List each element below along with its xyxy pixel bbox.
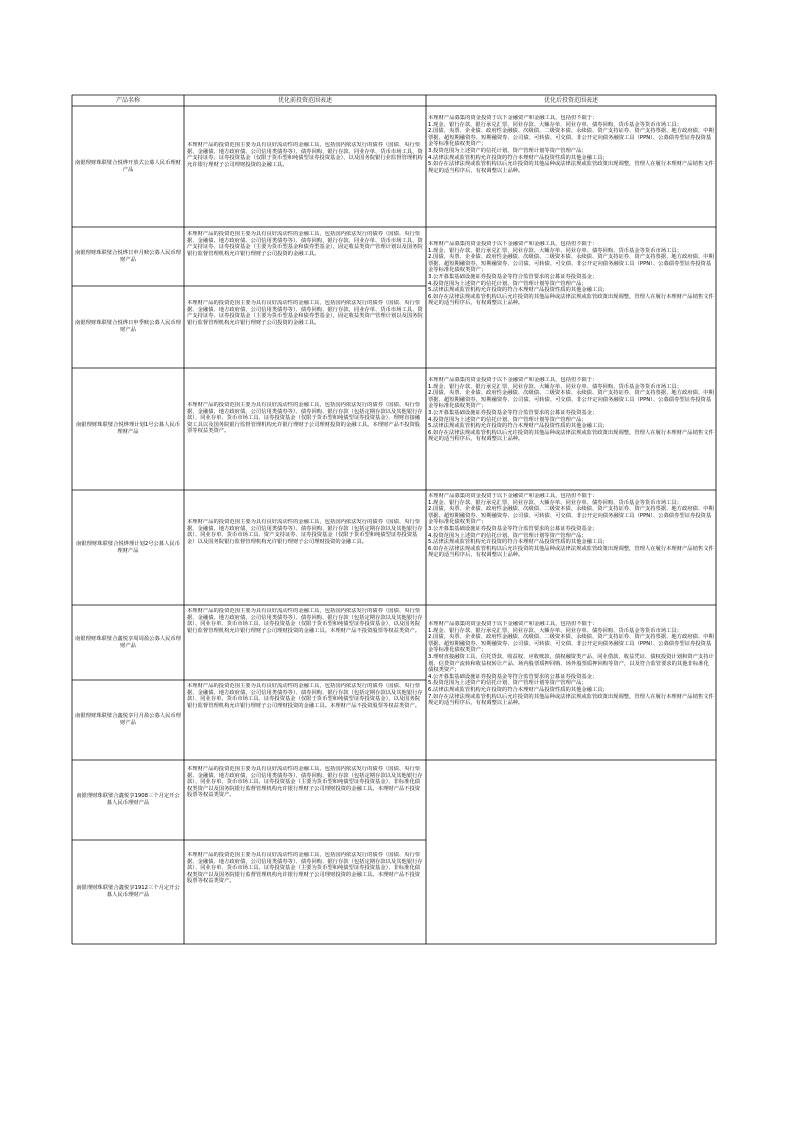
after-scope-cell: 本理财产品募集的资金投资于以下金融资产和金融工具，包括但不限于： 1.现金、银行存款、银行承兑汇票、同业存款、大额存单、同业存单、债券回购、货币基金等货币市场工具； 2.国债、央票、企业债、政府性金融债、次级债、二级资本债、永续债、资产支持证券、资产支持票据、地方政府债、中期票据、超短期融资券、短期融资券、公司债、可转债、可交债、非公开定向债务融资工具（PPN）、公募债券型证券投资基金等标准化债权类资产； 3.投资范围为上述资产的信托计划、资产管理计划等资产管理产品； 4.法律法规或监管机构允许投资的符合本理财产品投资性质的其他金融工具； 5.如存在法律法规或监管机构以后允许投资的其他品种或法律法规或监管政策出现调整，管理人在履行本理财产品销售文件规定的适当程序后，有权调整以上品种。 xyxy=(428,115,714,174)
before-scope-cell: 本理财产品的投资范围主要为具有良好流动性的金融工具，包括国内依法发行的债券（国债、央行票据、金融债、地方政府债、公司信用类债券等）、债券回购、银行存款（包括定期存款以及其他银行存款）、同业存单、货币市场工具、证券投资基金（主要为货币型和纯债型证券投资基金）、非标准化债权类资产以及国务院银行监督管理机构允许银行理财子公司理财投资的金融工具。本理财产品不投资股票等权益类资产。 xyxy=(187,766,423,799)
header-after: 优化后投资范围表述 xyxy=(543,97,598,104)
product-name-cell: 南银理财珠联璧合鑫悦享周周盈公募人民币理财产品 xyxy=(75,635,181,649)
after-scope-cell: 本理财产品募集的资金投资于以下金融资产和金融工具，包括但不限于： 1.现金、银行存款、银行承兑汇票、同业存款、大额存单、同业存单、债券回购、货币基金等货币市场工具； 2.国债、央票、企业债、政府性金融债、次级债、二级资本债、永续债、资产支持证券、资产支持票据、地方政府债、中期票据、超短期融资券、短期融资券、公司债、可转债、可交债、非公开定向债务融资工具（PPN）、公募债券型证券投资基金等标准化债权类资产； 3.公开募集基础设施证券投资基金等符合监管要求的公募证券投资基金； 4.投资范围为上述资产的信托计划、资产管理计划等资产管理产品； 5.法律法规或监管机构允许投资的符合本理财产品投资性质的其他金融工具； 6.如存在法律法规或监管机构以后允许投资的其他品种或法律法规或监管政策出现调整，管理人在履行本理财产品销售文件规定的适当程序后，有权调整以上品种。 xyxy=(428,241,714,307)
before-scope-cell: 本理财产品的投资范围主要为具有良好流动性的金融工具，包括国内依法发行的债券（国债、央行票据、金融债、地方政府债、公司信用类债券等）、债券回购、银行存款、同业存单、货币市场工具、资产支持证券、证券投资基金（主要为货币型基金和债券型基金），固定收益类资产管理计划以及国务院银行监督管理机构允许银行理财子公司投资的金融工具。 xyxy=(187,300,423,326)
product-name-cell: 南银理财珠联璧合鑫悦享1912三个月定开公募人民币理财产品 xyxy=(76,885,180,898)
product-name-cell: 南银理财珠联璧合悦烨日申季赎公募人民币理财产品 xyxy=(75,320,181,333)
after-scope-cell: 本理财产品募集的资金投资于以下金融资产和金融工具，包括但不限于： 1.现金、银行存款、银行承兑汇票、同业存款、大额存单、同业存单、债券回购、货币基金等货币市场工具； 2.国债、央票、企业债、政府性金融债、次级债、二级资本债、永续债、资产支持证券、资产支持票据、地方政府债、中期票据、超短期融资券、短期融资券、公司债、可转债、可交债、非公开定向债务融资工具（PPN）、公募债券型证券投资基金等标准化债权类资产； 3.公开募集基础设施证券投资基金等符合监管要求的公募证券投资基金； 4.投资范围为上述资产的信托计划、资产管理计划等资产管理产品； 5.法律法规或监管机构允许投资的符合本理财产品投资性质的其他金融工具； 6.如存在法律法规或监管机构以后允许投资的其他品种或法律法规或监管政策出现调整，管理人在履行本理财产品销售文件规定的适当程序后，有权调整以上品种。 xyxy=(428,493,714,559)
before-scope-cell: 本理财产品的投资范围主要为具有良好流动性的金融工具，包括国内依法发行的债券（国债、央行票据、金融债、地方政府债、公司信用类债券等）、债券回购、银行存款、同业存单、货币市场工具、资产支持证券、证券投资基金（主要为货币型基金和债券型基金），固定收益类资产管理计划以及国务院银行监督管理机构允许银行理财子公司投资的金融工具。 xyxy=(187,231,423,257)
product-name-cell: 南银理财珠联璧合悦烨理计划1号公募人民币理财产品 xyxy=(75,422,180,435)
product-name-cell: 南银理财珠联璧合悦烨理计划2号公募人民币理财产品 xyxy=(75,540,180,554)
product-name-cell: 南银理财珠联璧合悦烨开放式公募人民币理财产品 xyxy=(75,159,181,173)
header-before: 优化前投资范围表述 xyxy=(277,97,332,104)
before-scope-cell: 本理财产品的投资范围主要为具有良好流动性的金融工具，包括国内依法发行的债券（国债、央行票据、金融债、地方政府债、公司信用类债券等）、债券回购、银行存款（包括定期存款以及其他银行存款）、同业存单、货币市场工具、证券投资基金（仅限于货币型和纯债型证券投资基金）、理财直接融资工具以及国务院银行监督管理机构允许银行理财子公司理财投资的金融工具。本理财产品不投资股票等权益类资产。 xyxy=(187,402,423,435)
after-scope-cell: 本理财产品募集的资金投资于以下金融资产和金融工具，包括但不限于： 1.现金、银行存款、银行承兑汇票、同业存款、大额存单、同业存单、债券回购、货币基金等货币市场工具； 2.国债、央票、企业债、政府性金融债、次级债、二级资本债、永续债、资产支持证券、资产支持票据、地方政府债、中期票据、超短期融资券、短期融资券、公司债、可转债、可交债、非公开定向债务融资工具（PPN）、公募债券型证券投资基金等标准化债权类资产； 3.理财直接融资工具、信托贷款、收益权、应收账款、债权融资类产品、同业借款、收益凭证、债权投资计划和资产支持计划、信贷资产流转和收益权转让产品、场内股票质押回购、场外股票质押回购等资产，以及符合监管要求的其他非标准化债权类资产； 4.公开募集基础设施证券投资基金等符合监管要求的公募证券投资基金； 5.投资范围为上述资产的信托计划、资产管理计划等资产管理产品； 6.法律法规或监管机构允许投资的符合本理财产品投资性质的其他金融工具； 7.如存在法律法规或监管机构以后允许投资的其他品种或法律法规或监管政策出现调整，管理人在履行本理财产品销售文件规定的适当程序后，有权调整以上品种。 xyxy=(428,621,714,707)
product-name-cell: 南银理财珠联璧合鑫悦享月月盈公募人民币理财产品 xyxy=(75,713,181,726)
before-scope-cell: 本理财产品的投资范围主要为具有良好流动性的金融工具，包括国内依法发行的债券（国债、央行票据、金融债、地方政府债、公司信用类债券等）、债券回购、银行存款（包括定期存款以及其他银行存款）、同业存单、货币市场工具、证券投资基金（主要为货币型和纯债型证券投资基金）、非标准化债权类资产以及国务院银行监督管理机构允许银行理财子公司理财投资的金融工具。本理财产品不投资股票等权益类资产。 xyxy=(187,852,423,885)
product-name-cell: 南银理财珠联璧合悦烨日申月赎公募人民币理财产品 xyxy=(75,249,181,263)
before-scope-cell: 本理财产品的投资范围主要为具有良好流动性的金融工具，包括国内依法发行的债券（国债、央行票据、金融债、地方政府债、公司信用类债券等）、债券回购、银行存款、同业存单、货币市场工具、资产支持证券、证券投资基金（仅限于货币型和纯债型证券投资基金），以及国务院银行业监督管理机构允许银行理财子公司理财投资的金融工具。 xyxy=(187,142,423,168)
product-name-cell: 南银理财珠联璧合鑫悦享1908三个月定开公募人民币理财产品 xyxy=(76,793,180,806)
before-scope-cell: 本理财产品的投资范围主要为具有良好流动性的金融工具，包括国内依法发行的债券（国债、央行票据、金融债、地方政府债、公司信用类债券等）、债券回购、银行存款（包括定期存款以及其他银行存款）、同业存单、货币市场工具、证券投资基金（仅限于货币型和纯债型证券投资基金），以及国务院银行监督管理机构允许银行理财子公司理财投资的金融工具。本理财产品不投资股票等权益类资产。 xyxy=(187,683,423,709)
before-scope-cell: 本理财产品的投资范围主要为具有良好流动性的金融工具，包括国内依法发行的债券（国债、央行票据、金融债、地方政府债、公司信用类债券等）、债券回购、银行存款（包括定期存款以及其他银行存款）、同业存单、货币市场工具、资产支持证券、证券投资基金（仅限于货币型和纯债型证券投资基金）以及国务院银行监督管理机构允许银行理财子公司理财投资的金融工具。 xyxy=(187,519,423,545)
before-scope-cell: 本理财产品的投资范围主要为具有良好流动性的金融工具，包括国内依法发行的债券（国债、央行票据、金融债、地方政府债、公司信用类债券等）、债券回购、银行存款（包括定期存款以及其他银行存款）、同业存单、货币市场工具、证券投资基金（仅限于货币型和纯债型证券投资基金），以及国务院银行监督管理机构允许银行理财子公司理财投资的金融工具。本理财产品不投资股票等权益类资产。 xyxy=(187,608,423,634)
header-product-name: 产品名称 xyxy=(115,97,140,104)
after-scope-cell: 本理财产品募集的资金投资于以下金融资产和金融工具，包括但不限于： 1.现金、银行存款、银行承兑汇票、同业存款、大额存单、同业存单、债券回购、货币基金等货币市场工具； 2.国债、央票、企业债、政府性金融债、次级债、二级资本债、永续债、资产支持证券、资产支持票据、地方政府债、中期票据、超短期融资券、短期融资券、公司债、可转债、可交债、非公开定向债务融资工具（PPN）、公募债券型证券投资基金等标准化债权类资产； 3.公开募集基础设施证券投资基金等符合监管要求的公募证券投资基金； 4.投资范围为上述资产的信托计划、资产管理计划等资产管理产品； 5.法律法规或监管机构允许投资的符合本理财产品投资性质的其他金融工具； 6.如存在法律法规或监管机构以后允许投资的其他品种或法律法规或监管政策出现调整，管理人在履行本理财产品销售文件规定的适当程序后，有权调整以上品种。 xyxy=(428,377,714,443)
